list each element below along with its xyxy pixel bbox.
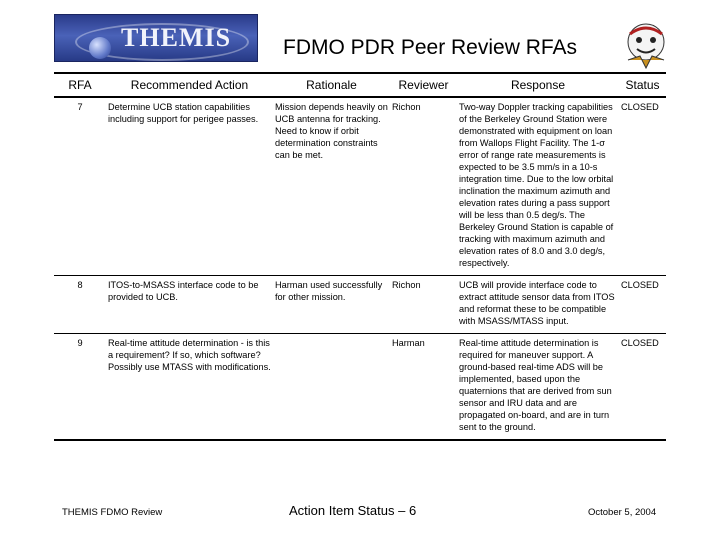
col-header-rfa: RFA xyxy=(54,74,106,97)
recommended-action: Determine UCB station capabilities including support for perigee passes. xyxy=(106,97,273,276)
response: Two-way Doppler tracking capabilities of the Berkeley Ground Station were demonstrated with equipment on loan from Wallops Flight Facility. The 1-σ error of range rate measurements is expected to be 3.5 mm/s in a 10-s integration time. Due to the low orbital inclination the maximum azimuth and elevation rates during a pass support will be less than 0.5 deg/s. The Berkeley Ground Station is capable of tracking with maximum azimuth and elevation rates of 8.0 and 3.0 deg/s, respectively. xyxy=(457,97,619,276)
themis-logo xyxy=(54,14,258,62)
reviewer: Richon xyxy=(390,97,457,276)
status: CLOSED xyxy=(619,97,666,276)
col-header-response: Response xyxy=(457,74,619,97)
response: Real-time attitude determination is required for maneuver support. A ground-based real-time ADS will be implemented, based upon the quaternions that are derived from sun sensor and IRU data and are propagated on-board, and are in turn sent to the ground. xyxy=(457,334,619,441)
footer-date: October 5, 2004 xyxy=(588,507,657,518)
rfa-number: 7 xyxy=(54,97,106,276)
col-header-status: Status xyxy=(619,74,666,97)
mascot-icon xyxy=(622,20,670,70)
col-header-recommended-action: Recommended Action xyxy=(106,74,273,97)
rfa-table xyxy=(54,74,666,441)
reviewer: Harman xyxy=(390,334,457,441)
col-header-rationale: Rationale xyxy=(273,74,390,97)
table-header-row xyxy=(54,74,666,97)
rfa-number: 9 xyxy=(54,334,106,441)
rationale: Mission depends heavily on UCB antenna for tracking. Need to know if orbit determination constraints can be met. xyxy=(273,97,390,276)
table-row xyxy=(54,97,666,276)
recommended-action: ITOS-to-MSASS interface code to be provided to UCB. xyxy=(106,276,273,334)
response: UCB will provide interface code to extract attitude sensor data from ITOS and reformat these to be compatible with MSASS/MTASS input. xyxy=(457,276,619,334)
table-row xyxy=(54,334,666,441)
logo-text: THEMIS xyxy=(121,23,232,52)
status: CLOSED xyxy=(619,334,666,441)
footer-left: THEMIS FDMO Review xyxy=(62,507,163,518)
reviewer: Richon xyxy=(390,276,457,334)
rfa-number: 8 xyxy=(54,276,106,334)
planet-icon xyxy=(89,37,111,59)
page-title: FDMO PDR Peer Review RFAs xyxy=(283,36,578,59)
rationale xyxy=(273,334,390,441)
rationale: Harman used successfully for other mission. xyxy=(273,276,390,334)
footer-center: Action Item Status – 6 xyxy=(289,503,417,518)
table-row xyxy=(54,276,666,334)
status: CLOSED xyxy=(619,276,666,334)
col-header-reviewer: Reviewer xyxy=(390,74,457,97)
recommended-action: Real-time attitude determination - is this a requirement? If so, which software? Possibly use MTASS with modifications. xyxy=(106,334,273,441)
